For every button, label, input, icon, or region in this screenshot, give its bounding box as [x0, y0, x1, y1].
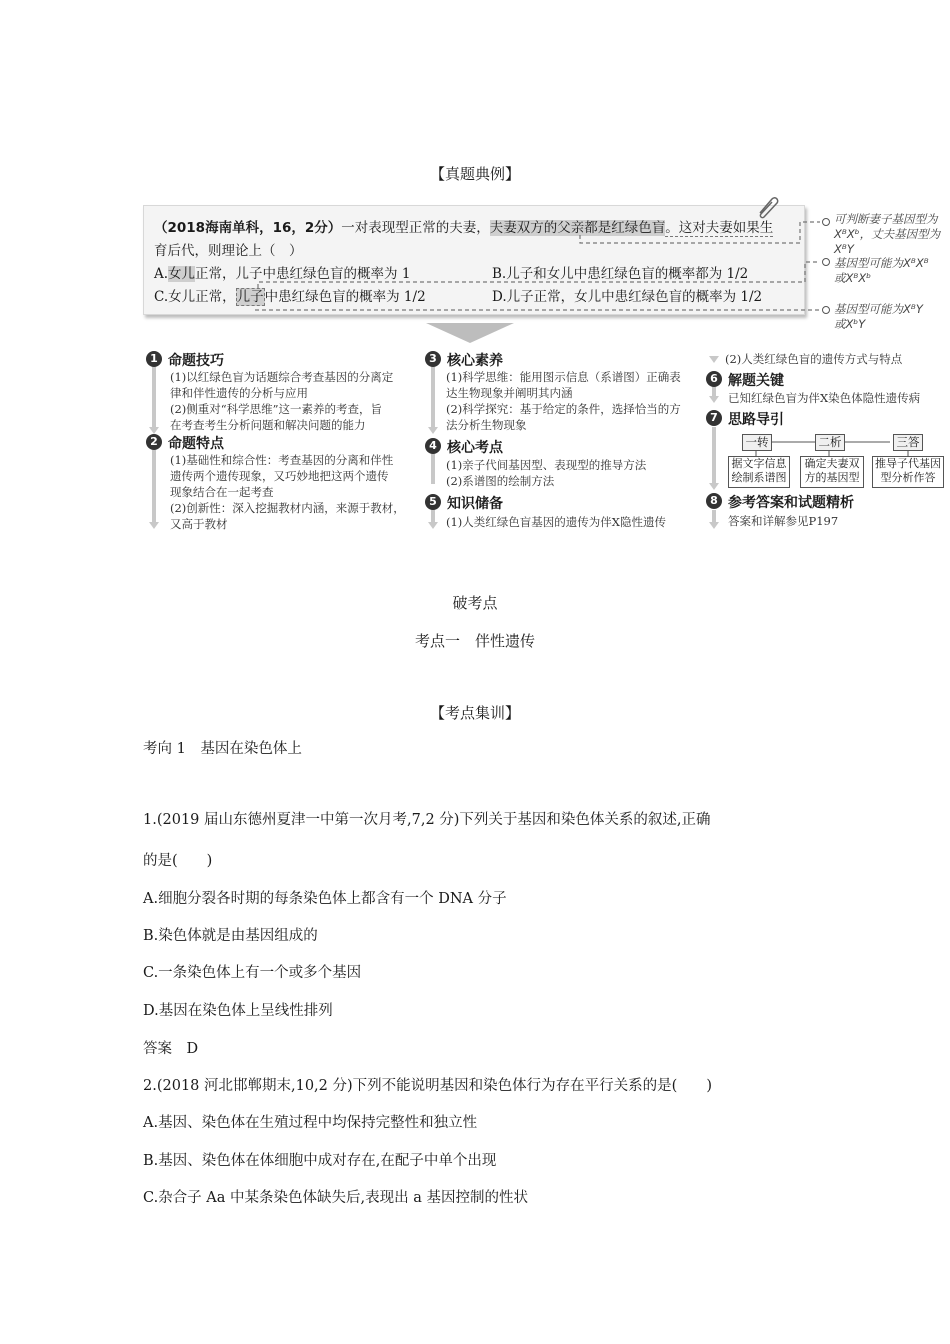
example-stem-line1 [154, 217, 804, 240]
option-c [154, 286, 426, 309]
option-c-text: 中患红绿色盲的概率为 1/2 [264, 289, 426, 305]
direction-heading: 考向 1 基因在染色体上 [143, 741, 302, 757]
step1-line4: 在考查考生分析问题和解决问题的能力 [170, 418, 366, 432]
highlight-daughter: 女儿 [168, 266, 196, 282]
step-title-3: 核心素养 [447, 353, 503, 369]
arrow-down-icon [709, 522, 719, 529]
flow-box-derive-offspring: 推导子代基因型分析作答 [872, 456, 944, 488]
q1-answer: 答案 D [143, 1041, 199, 1057]
flow-bar-7 [712, 427, 716, 483]
note1-line1: 可判断妻子基因型为 [834, 212, 938, 226]
note-dot-3 [822, 306, 830, 314]
step2-line4: (2)创新性：深入挖掘教材内涵，来源于教材， [170, 501, 405, 515]
flow-box-determine-genotype: 确定夫妻双方的基因型 [800, 456, 864, 488]
flow-bar-4 [431, 454, 435, 484]
q1-stem-line2: 的是( ) [143, 853, 213, 869]
example-stem-part: 一对表现型正常的夫妻， [341, 220, 490, 236]
step5-line1: (1)人类红绿色盲基因的遗传为伴X隐性遗传 [446, 515, 666, 529]
flow-label-answer: 三答 [893, 434, 923, 451]
step-text-1 [170, 369, 393, 433]
flow-box-draw-pedigree: 据文字信息绘制系谱图 [728, 456, 790, 488]
note2-line2: 或XᴮXᵇ [834, 271, 872, 285]
flow-bar-1 [152, 367, 156, 427]
step8-line1: 答案和详解参见P197 [728, 514, 839, 528]
step1-line1: (1)以红绿色盲为话题综合考查基因的分离定 [170, 370, 394, 384]
note-son-genotype [834, 302, 923, 332]
step-number-7: 7 [706, 410, 722, 426]
step2-line5: 又高于教材 [170, 517, 228, 531]
option-a [154, 263, 410, 286]
flow-bar-2 [152, 450, 156, 522]
note-dot-1 [822, 218, 830, 226]
note1-line3: XᴮY [834, 242, 854, 256]
step-number-2: 2 [146, 434, 162, 450]
example-stem-line2: 育后代，则理论上（ ） [154, 243, 303, 259]
arrow-down-icon [428, 522, 438, 529]
highlight-son: 儿子 [236, 289, 264, 305]
option-b: B.儿子和女儿中患红绿色盲的概率都为 1/2 [492, 266, 749, 282]
flow-bar-5 [431, 508, 435, 522]
step-title-8: 参考答案和试题精析 [728, 495, 854, 511]
section-title: 破考点 [452, 594, 498, 612]
arrow-down-icon [428, 427, 438, 434]
step3-line3: (2)科学探究：基于给定的条件，选择恰当的方 [446, 402, 681, 416]
step-title-2: 命题特点 [168, 436, 224, 452]
example-source: （2018海南单科，16，2分） [154, 220, 342, 236]
step4-line1: (1)亲子代间基因型、表现型的推导方法 [446, 458, 647, 472]
example-stem-part2: 。这对夫妻如果生 [665, 220, 774, 236]
step-number-1: 1 [146, 351, 162, 367]
q1-option-d: D.基因在染色体上呈线性排列 [143, 1003, 333, 1019]
note3-line2: 或XᵇY [834, 317, 866, 331]
step-title-6: 解题关键 [728, 373, 784, 389]
step-text-3 [446, 369, 681, 433]
step-number-3: 3 [425, 351, 441, 367]
note3-line1: 基因型可能为XᴮY [834, 302, 923, 316]
arrow-down-icon [709, 396, 719, 403]
step-number-4: 4 [425, 438, 441, 454]
step-title-5: 知识储备 [447, 496, 503, 512]
step-number-5: 5 [425, 494, 441, 510]
step4-line2: (2)系谱图的绘制方法 [446, 474, 555, 488]
q1-option-c: C.一条染色体上有一个或多个基因 [143, 965, 362, 981]
section-header-real-exam: 【真题典例】 [429, 165, 520, 183]
note-dot-2 [822, 258, 830, 266]
note-wife-husband-genotype [834, 212, 940, 257]
step1-line3: (2)侧重对“科学思维”这一素养的考查，旨 [170, 402, 383, 416]
option-a-text: 正常，儿子中患红绿色盲的概率为 1 [195, 266, 411, 282]
step-number-6: 6 [706, 371, 722, 387]
flow-label-analyze: 二析 [815, 434, 845, 451]
step-title-1: 命题技巧 [168, 353, 224, 369]
paperclip-icon [754, 193, 780, 219]
step6-line1: 已知红绿色盲为伴X染色体隐性遗传病 [728, 391, 921, 405]
step-text-2 [170, 452, 405, 532]
q1-option-b: B.染色体就是由基因组成的 [143, 928, 318, 944]
training-header: 【考点集训】 [429, 704, 520, 722]
highlight-fathers-colorblind: 夫妻双方的父亲都是红绿色盲 [489, 220, 666, 236]
arrow-down-icon [149, 522, 159, 529]
option-a-prefix: A. [154, 266, 169, 282]
step-title-7: 思路导引 [728, 412, 784, 428]
note1-line2: XᴮXᵇ，丈夫基因型为 [834, 227, 941, 241]
option-c-prefix: C.女儿正常， [154, 289, 236, 305]
flow-bar-3 [431, 367, 435, 427]
note2-line1: 基因型可能为XᴮXᴮ [834, 256, 929, 270]
example-question-box [143, 205, 805, 315]
step1-line2: 律和伴性遗传的分析与应用 [170, 386, 308, 400]
step5-line2: (2)人类红绿色盲的遗传方式与特点 [725, 352, 903, 366]
q2-option-c: C.杂合子 Aa 中某条染色体缺失后,表现出 a 基因控制的性状 [143, 1190, 528, 1206]
step3-line2: 达生物现象并阐明其内涵 [446, 386, 573, 400]
step-text-4 [446, 457, 646, 489]
step2-line2: 遗传两个遗传现象，又巧妙地把这两个遗传 [170, 469, 389, 483]
section-subtitle: 考点一 伴性遗传 [414, 632, 535, 650]
option-d: D.儿子正常，女儿中患红绿色盲的概率为 1/2 [492, 289, 763, 305]
q1-stem-line1: 1.(2019 届山东德州夏津一中第一次月考,7,2 分)下列关于基因和染色体关系的叙述,正确 [143, 812, 711, 828]
q2-option-a: A.基因、染色体在生殖过程中均保持完整性和独立性 [143, 1115, 478, 1131]
step-number-8: 8 [706, 493, 722, 509]
flow-label-turn: 一转 [742, 434, 772, 451]
step2-line3: 现象结合在一起考查 [170, 485, 274, 499]
step3-line4: 法分析生物现象 [446, 418, 527, 432]
step3-line1: (1)科学思维：能用图示信息（系谱图）正确表 [446, 370, 681, 384]
arrow-down-icon [149, 427, 159, 434]
step2-line1: (1)基础性和综合性：考查基因的分离和伴性 [170, 453, 394, 467]
arrow-down-icon [709, 483, 719, 490]
step-title-4: 核心考点 [447, 440, 503, 456]
q2-option-b: B.基因、染色体在体细胞中成对存在,在配子中单个出现 [143, 1153, 497, 1169]
down-triangle-icon [426, 323, 514, 343]
note-daughter-genotype [834, 256, 929, 286]
flow-bar-8 [712, 510, 716, 522]
q2-stem: 2.(2018 河北邯郸期末,10,2 分)下列不能说明基因和染色体行为存在平行关系的是( ) [143, 1078, 712, 1094]
q1-option-a: A.细胞分裂各时期的每条染色体上都含有一个 DNA 分子 [143, 891, 507, 907]
arrow-down-icon [709, 356, 719, 363]
